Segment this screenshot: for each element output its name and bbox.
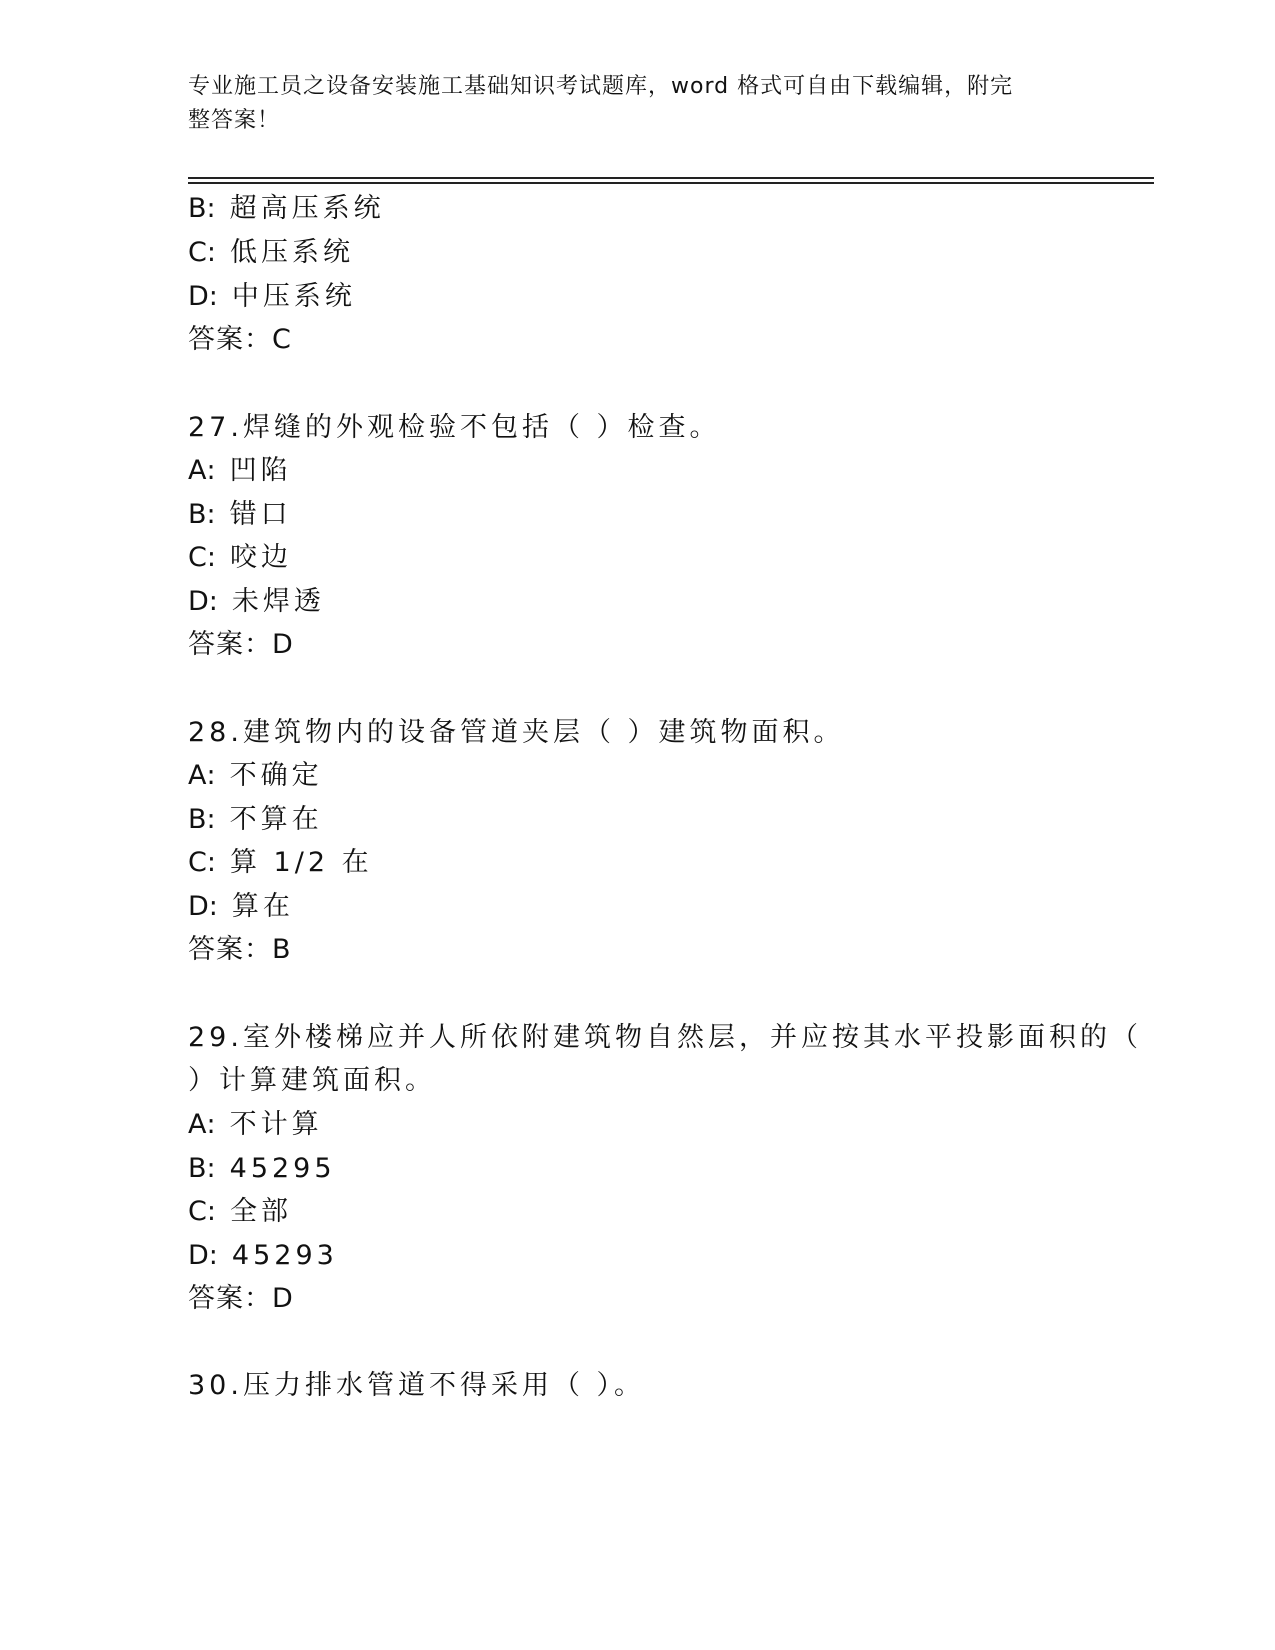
question-27-option-d: D: 未焊透 (188, 586, 325, 617)
option-c: C: 低压系统 (188, 237, 354, 268)
question-27-option-b: B: 错口 (188, 499, 292, 530)
option-d: D: 中压系统 (188, 281, 356, 312)
document-header (188, 70, 1088, 138)
question-29-option-a: A: 不计算 (188, 1109, 323, 1140)
header-rule-bottom (188, 182, 1154, 184)
option-b: B: 超高压系统 (188, 193, 385, 224)
question-29-stem-line-2: ）计算建筑面积。 (188, 1065, 436, 1096)
question-28-option-a: A: 不确定 (188, 760, 323, 791)
question-28-stem: 28.建筑物内的设备管道夹层（ ）建筑物面积。 (188, 717, 845, 748)
question-28-option-b: B: 不算在 (188, 804, 323, 835)
question-27-answer: 答案：D (188, 629, 294, 660)
question-28-option-d: D: 算在 (188, 891, 294, 922)
question-29-answer: 答案：D (188, 1283, 294, 1314)
header-rule-top (188, 177, 1154, 179)
question-29-option-c: C: 全部 (188, 1196, 292, 1227)
question-29-option-b: B: 45295 (188, 1153, 336, 1184)
question-28-option-c: C: 算 1/2 在 (188, 847, 373, 878)
header-line-2: 整答案！ (188, 108, 281, 133)
answer-line: 答案：C (188, 324, 292, 355)
question-28-answer: 答案：B (188, 934, 292, 965)
question-29-stem-line-1: 29.室外楼梯应并人所依附建筑物自然层，并应按其水平投影面积的（ (188, 1022, 1142, 1053)
question-27-option-a: A: 凹陷 (188, 455, 292, 486)
question-27-option-c: C: 咬边 (188, 542, 292, 573)
question-27-stem: 27.焊缝的外观检验不包括（ ）检查。 (188, 412, 721, 443)
question-29-option-d: D: 45293 (188, 1240, 338, 1271)
header-line-1: 专业施工员之设备安装施工基础知识考试题库，word 格式可自由下载编辑，附完 (188, 74, 1014, 99)
question-30-stem: 30.压力排水管道不得采用（ ）。 (188, 1370, 646, 1401)
